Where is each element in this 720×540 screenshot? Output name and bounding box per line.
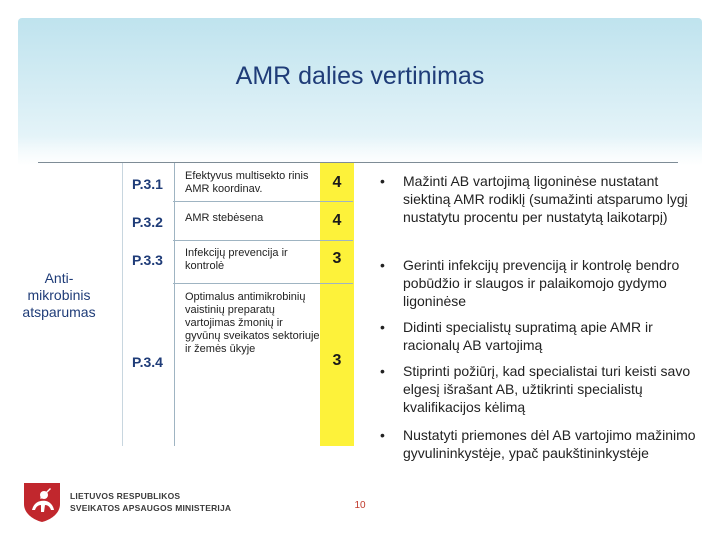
row-divider [173,283,353,284]
list-item-text: Gerinti infekcijų prevenciją ir kontrolę bendro pobūdžio ir slaugos ir palaikomojo gydymo ligoninėse [403,257,680,309]
indicator-code: P.3.4 [132,354,163,370]
logo-line: SVEIKATOS APSAUGOS MINISTERIJA [70,503,232,513]
slide-title: AMR dalies vertinimas [235,62,485,90]
bullet-marker: • [380,257,385,273]
logo-line: LIETUVOS RESPUBLIKOS [70,491,181,501]
indicator-description: Optimalus antimikrobinių vaistinių preparatų vartojimas žmonių ir gyvūnų sveikatos sektoriuje ir žemės ūkyje [185,291,320,355]
indicator-score: 3 [332,352,342,369]
indicator-code: P.3.3 [132,252,163,268]
row-divider [173,201,353,202]
bullet-marker: • [380,427,385,443]
ministry-logo [20,480,280,524]
indicator-score: 3 [332,250,342,267]
bullet-marker: • [380,319,385,335]
list-item-text: Mažinti AB vartojimą ligoninėse nustatant siektiną AMR rodiklį (sumažinti atsparumo lygį nustatytu procentu per nustatytą laikotarpį) [403,173,688,225]
row-divider [173,240,353,241]
category-label [18,270,100,321]
bullet-marker: • [380,363,385,379]
category-label-line: atsparumas [22,304,96,320]
indicator-score: 4 [332,174,342,191]
list-item-text: Nustatyti priemones dėl AB vartojimo mažinimo gyvulininkystėje, ypač paukštininkystėje [403,427,696,461]
indicator-code: P.3.1 [132,176,163,192]
coat-of-arms-icon [20,480,64,524]
assessment-table [122,163,353,446]
code-column [122,163,175,446]
indicator-score: 4 [332,212,342,229]
category-label-line: mikrobinis [27,287,91,303]
list-item-text: Stiprinti požiūrį, kad specialistai turi keisti savo elgesį išrašant AB, užtikrinti specialistų kvalifikacijos kėlimą [403,363,691,415]
list-item-text: Didinti specialistų supratimą apie AMR ir racionalų AB vartojimą [403,319,653,353]
indicator-description: AMR stebėsena [185,212,264,224]
logo-text [70,490,231,514]
indicator-description: Efektyvus multisekto rinis AMR koordinav. [185,170,309,195]
header-band [18,18,702,166]
indicator-code: P.3.2 [132,214,163,230]
bullet-marker: • [380,173,385,189]
indicator-description: Infekcijų prevencija ir kontrolė [185,247,288,272]
page-number: 10 [354,500,366,511]
score-column [320,163,354,446]
category-label-line: Anti- [44,270,74,286]
